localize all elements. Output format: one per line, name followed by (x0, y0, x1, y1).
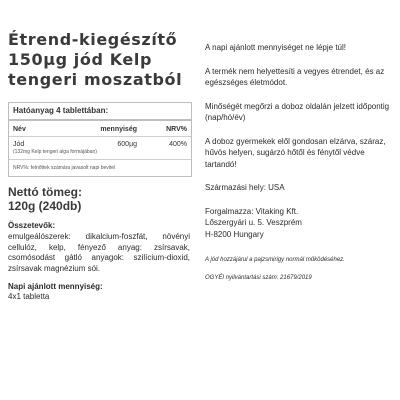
title-line-2: 150µg jód Kelp (8, 50, 153, 69)
origin: Származási hely: USA (205, 183, 285, 192)
row-name: Jód (13, 141, 25, 148)
distributor-line-3: H-8200 Hungary (205, 229, 264, 239)
distributor-line-1: Forgalmazza: Vitaking Kft. (205, 206, 299, 216)
title-line-3: tengeri moszatból (8, 70, 183, 89)
nutrition-table (8, 102, 192, 177)
left-column (8, 30, 190, 302)
ingredients-text: emulgeálószerek: dikalcium-foszfát, növényi cellulóz, kelp, fényező anyag: zsírsavak, csomósodást gátló anyagok: szilícium-dioxid, zsírsavak magnézium sói. (8, 232, 190, 273)
right-column (205, 42, 393, 294)
title-line-1: Étrend-kiegészítő (8, 30, 178, 49)
daily-dose-label: Napi ajánlott mennyiség: (8, 282, 103, 291)
column-amount: mennyiség (100, 126, 137, 133)
net-weight-label: Nettó tömeg: (8, 185, 82, 199)
row-subtext: (132mg Kelp tengeri alga formájában) (9, 149, 191, 160)
ogyei-number: OGYÉI nyilvántartási szám: 21679/2019 (205, 275, 312, 281)
storage-note: A doboz gyermekek elől gondosan elzárva, száraz, hűvös helyen, sugárzó hőtől és fénytől védve tartandó! (205, 136, 386, 169)
row-amount: 600µg (117, 141, 137, 148)
nrv-note: NRV%: felnőttek számára javasolt napi bevitel (13, 165, 116, 171)
column-name: Név (13, 126, 26, 133)
nutrition-table-header: Hatóanyag 4 tablettában: (9, 103, 191, 121)
column-nrv: NRV% (166, 126, 187, 133)
daily-dose-value: 4x1 tabletta (8, 292, 50, 301)
product-title (8, 30, 190, 90)
ingredients-label: Összetevők: (8, 221, 56, 230)
distributor-line-2: Lőszergyári u. 5. Veszprém (205, 218, 302, 227)
best-before-note: Minőségét megőrzi a doboz oldalán jelzett időpontig (nap/hó/év) (205, 101, 390, 122)
diet-replacement-note: A termék nem helyettesíti a vegyes étrendet, és az egészséges életmódot. (205, 66, 385, 87)
table-row (9, 137, 191, 149)
iodine-claim: A jód hozzájárul a pajzsmirigy normál működéséhez. (205, 257, 345, 263)
nutrition-table-columns (9, 121, 191, 137)
row-nrv: 400% (169, 141, 187, 148)
dose-warning: A napi ajánlott mennyiséget ne lépje túl! (205, 43, 346, 52)
net-weight-value: 120g (240db) (8, 199, 82, 213)
